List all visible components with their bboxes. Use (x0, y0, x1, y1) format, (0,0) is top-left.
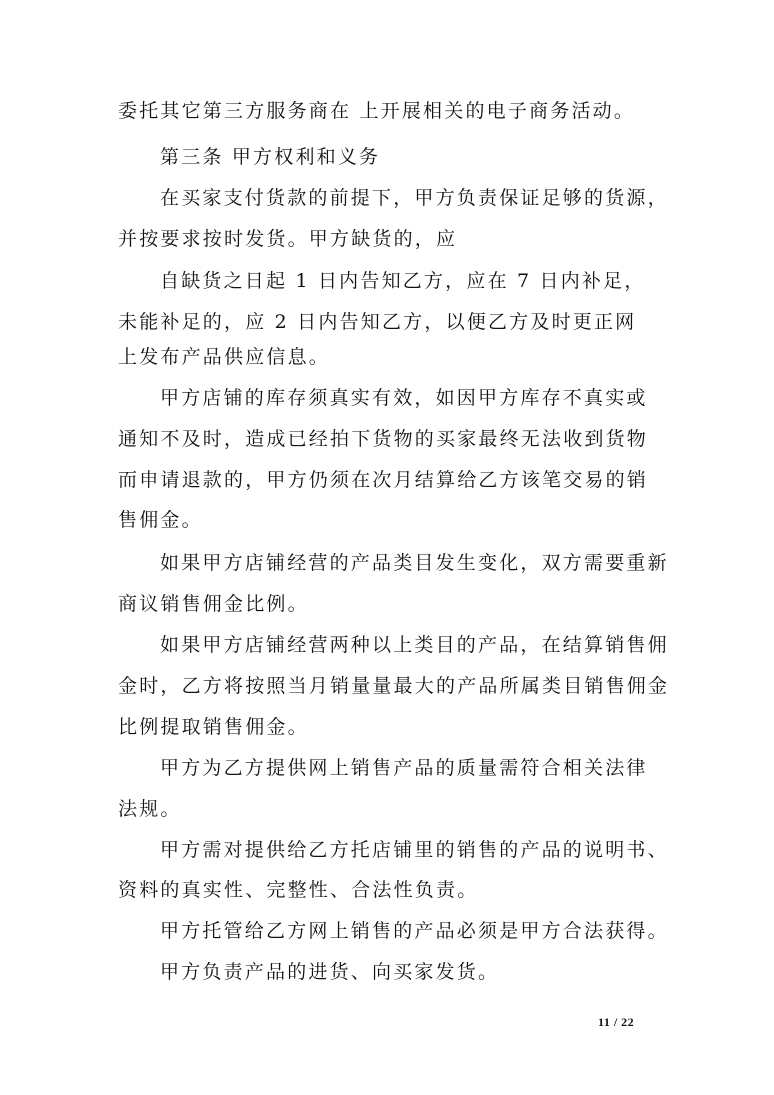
text-line: 商议销售佣金比例。 (118, 593, 309, 615)
text-line: 委托其它第三方服务商在 上开展相关的电子商务活动。 (118, 100, 636, 122)
text-line: 如果甲方店铺经营的产品类目发生变化，双方需要重新 (160, 552, 669, 574)
text-line: 售佣金。 (118, 509, 203, 531)
text-line: 如果甲方店铺经营两种以上类目的产品，在结算销售佣 (160, 634, 669, 656)
article-heading: 第三条 甲方权利和义务 (160, 146, 381, 168)
text-line: 甲方为乙方提供网上销售产品的质量需符合相关法律 (160, 757, 648, 779)
text-line: 金时，乙方将按照当月销量量最大的产品所属类目销售佣金 (118, 675, 670, 697)
text-line: 比例提取销售佣金。 (118, 716, 309, 738)
text-line: 资料的真实性、完整性、合法性负责。 (118, 879, 479, 901)
text-line: 甲方店铺的库存须真实有效，如因甲方库存不真实或 (160, 387, 648, 409)
text-line: 上发布产品供应信息。 (118, 346, 331, 368)
text-line: 甲方需对提供给乙方托店铺里的销售的产品的说明书、 (160, 839, 669, 861)
text-line: 在买家支付货款的前提下，甲方负责保证足够的货源， (160, 187, 669, 209)
text-line: 法规。 (118, 798, 182, 820)
text-line: 未能补足的，应 2 日内告知乙方，以便乙方及时更正网 (118, 311, 637, 333)
text-line: 甲方托管给乙方网上销售的产品必须是甲方合法获得。 (160, 920, 669, 942)
page-number: 11 / 22 (598, 1015, 635, 1029)
text-line: 并按要求按时发货。甲方缺货的，应 (118, 228, 458, 250)
text-line: 甲方负责产品的进货、向买家发货。 (160, 961, 500, 983)
text-line: 通知不及时，造成已经拍下货物的买家最终无法收到货物 (118, 428, 649, 450)
text-line: 而申请退款的，甲方仍须在次月结算给乙方该笔交易的销 (118, 469, 649, 491)
text-line: 自缺货之日起 1 日内告知乙方，应在 7 日内补足， (160, 270, 646, 292)
